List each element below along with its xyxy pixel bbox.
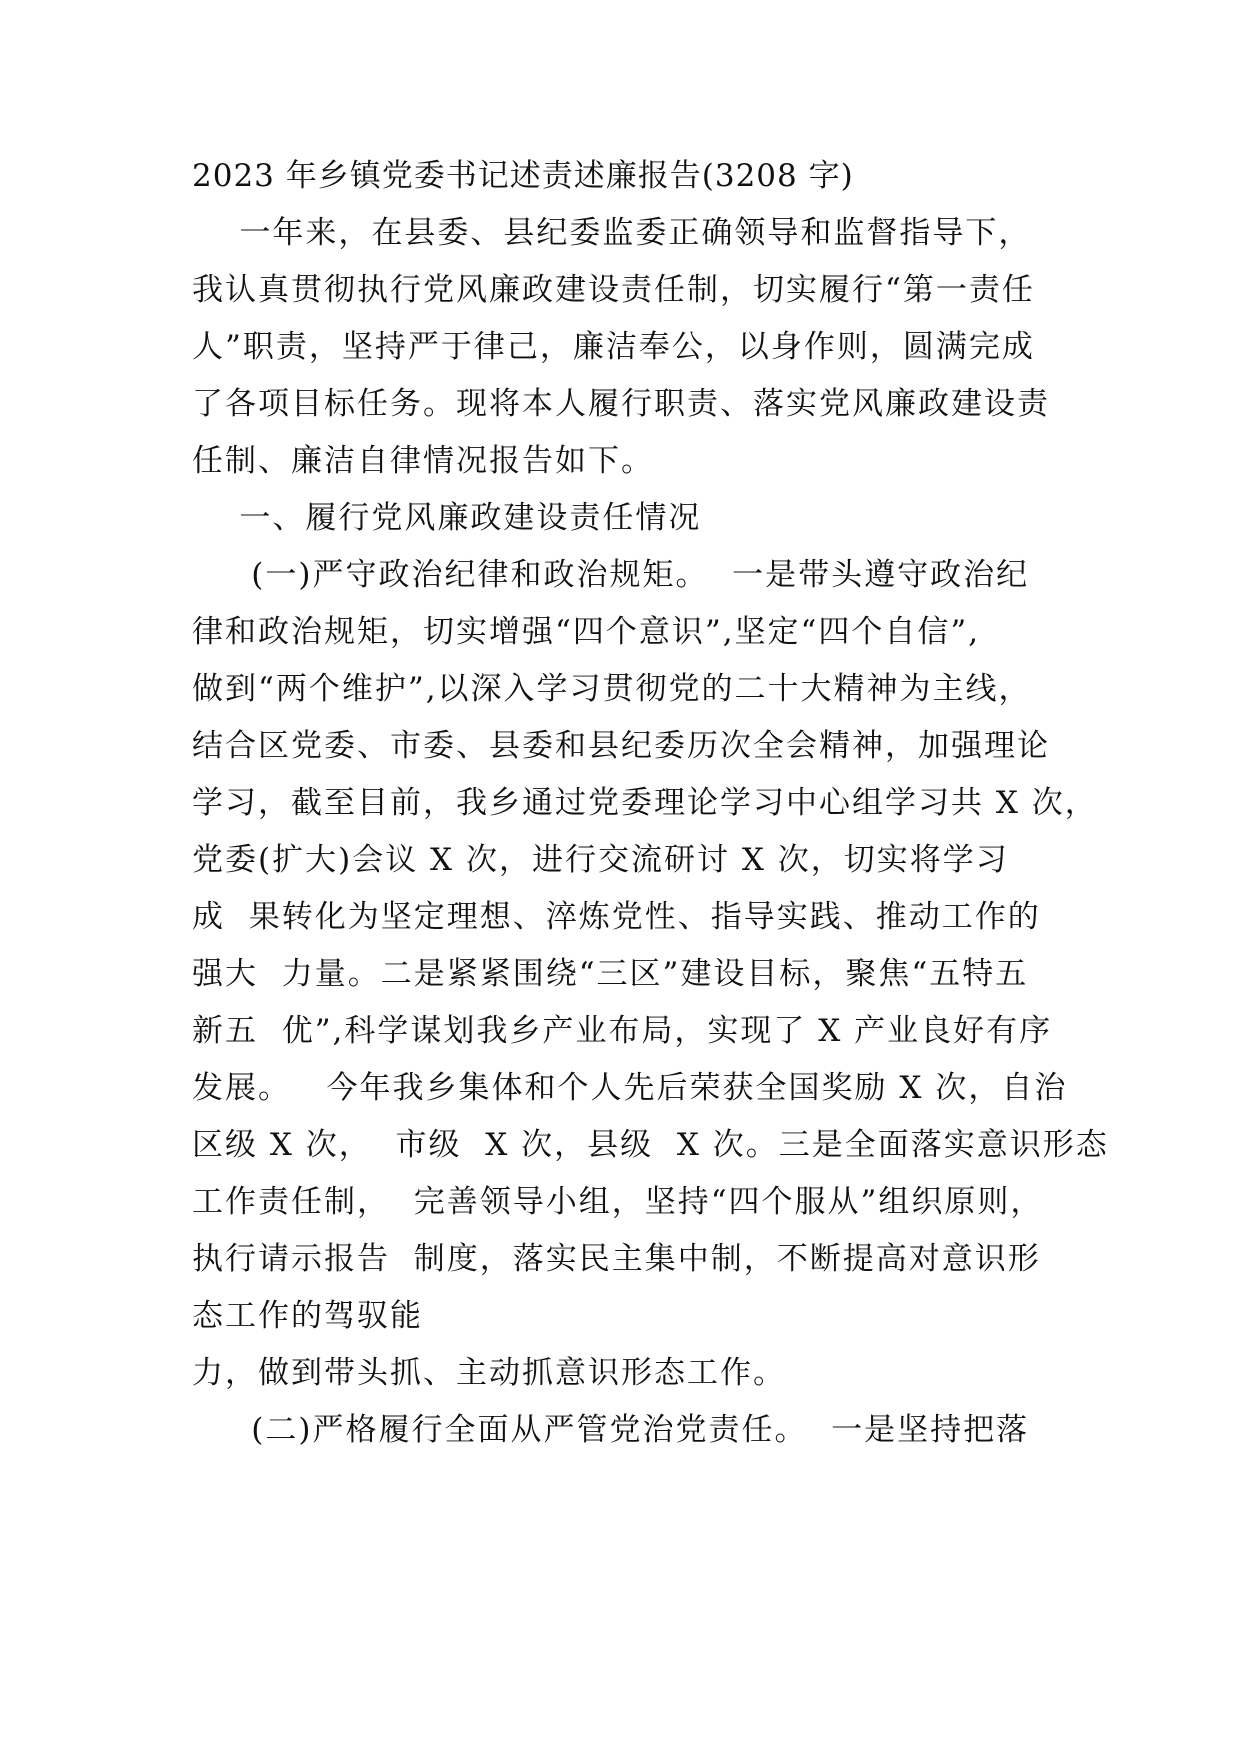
document-title: 2023 年乡镇党委书记述责述廉报告(3208 字) — [192, 158, 854, 194]
body-line: 结合区党委、市委、县委和县纪委历次全会精神，加强理论 — [192, 728, 1050, 764]
body-line: 成 果转化为坚定理想、淬炼党性、指导实践、推动工作的 — [192, 899, 1041, 935]
body-line: 工作责任制， 完善领导小组，坚持“四个服从”组织原则， — [192, 1184, 1044, 1220]
body-line: 力，做到带头抓、主动抓意识形态工作。 — [192, 1355, 786, 1391]
body-line: 强大 力量。二是紧紧围绕“三区”建设目标，聚焦“五特五 — [192, 956, 1029, 992]
body-line: 人”职责，坚持严于律己，廉洁奉公，以身作则，圆满完成 — [192, 329, 1035, 365]
body-line: 学习，截至目前，我乡通过党委理论学习中心组学习共 X 次， — [192, 785, 1098, 821]
body-line: 任制、廉洁自律情况报告如下。 — [192, 443, 654, 479]
subsection-heading-line: (一)严守政治纪律和政治规矩。 一是带头遵守政治纪 — [192, 557, 1030, 593]
body-line: 态工作的驾驭能 — [192, 1298, 423, 1334]
body-line: 我认真贯彻执行党风廉政建设责任制，切实履行“第一责任 — [192, 272, 1035, 308]
body-line: 区级 X 次， 市级 X 次，县级 X 次。三是全面落实意识形态 — [192, 1127, 1109, 1163]
subsection-heading-line: (二)严格履行全面从严管党治党责任。 一是坚持把落 — [192, 1412, 1030, 1448]
body-line: 执行请示报告 制度，落实民主集中制，不断提高对意识形 — [192, 1241, 1041, 1277]
body-line: 发展。 今年我乡集体和个人先后荣获全国奖励 X 次，自治 — [192, 1070, 1068, 1106]
body-line: 了各项目标任务。现将本人履行职责、落实党风廉政建设责 — [192, 386, 1050, 422]
body-line: 党委(扩大)会议 X 次，进行交流研讨 X 次，切实将学习 — [192, 842, 1009, 878]
body-line: 新五 优”,科学谋划我乡产业布局，实现了 X 产业良好有序 — [192, 1013, 1053, 1049]
body-line: 律和政治规矩，切实增强“四个意识”,坚定“四个自信”, — [192, 614, 981, 650]
body-line: 一年来，在县委、县纪委监委正确领导和监督指导下， — [192, 215, 1032, 251]
body-line: 做到“两个维护”,以深入学习贯彻党的二十大精神为主线， — [192, 671, 1032, 707]
section-heading: 一、履行党风廉政建设责任情况 — [192, 500, 702, 536]
document-body — [192, 148, 1109, 1459]
